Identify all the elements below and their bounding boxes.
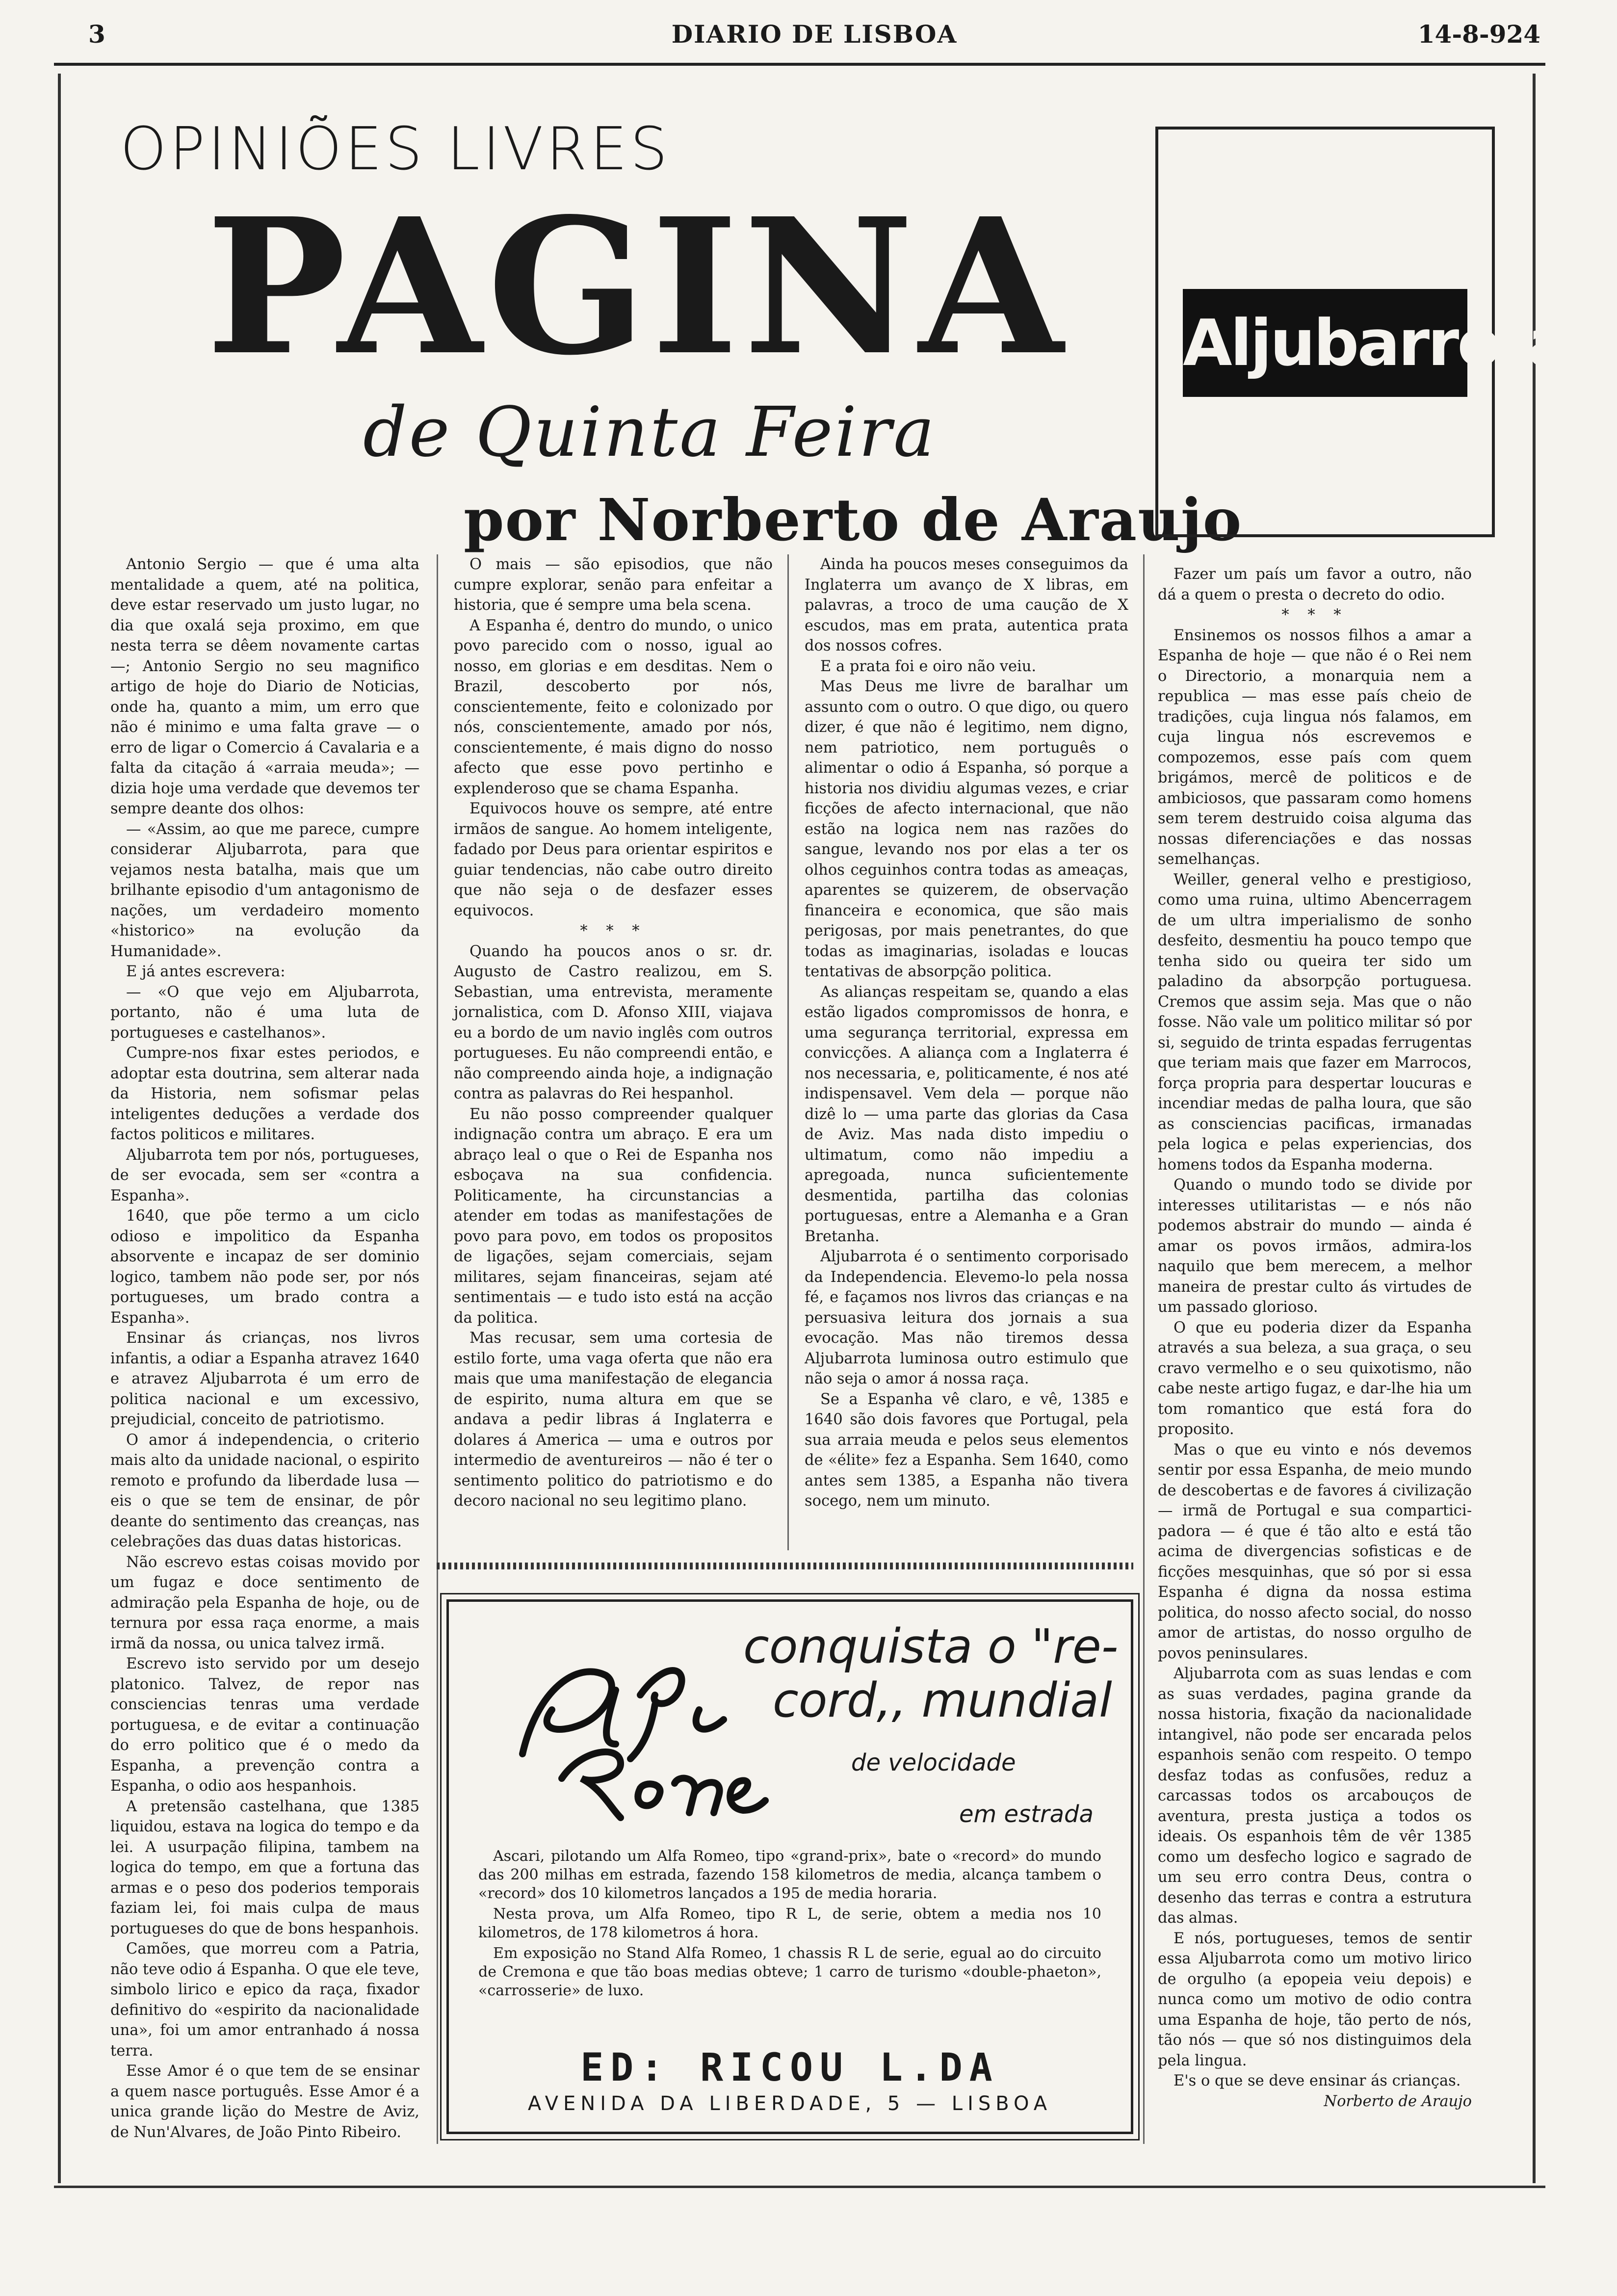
article-column-3 — [805, 554, 1128, 1512]
article-paragraph: Ainda ha poucos meses conseguimos da Inglaterra um avanço de X libras, em palavras, a troco de uma caução de X escudos, mas em prata, autentica prata dos nossos cofres. — [805, 556, 1128, 654]
article-paragraph: Não escrevo estas coisas movido por um fugaz e doce sentimento de admiração pela Espanha de hoje, ou de ternura por essa raça enorme, a mais irmã da nossa, ou unica talvez irmã. — [110, 1553, 419, 1652]
article-paragraph: O amor á independencia, o criterio mais alto da unidade nacional, o espirito remoto e profundo da liberdade lusa — eis o que se tem de ensinar, de pôr deante do sentimento das creanças, nas celebrações das duas datas historicas. — [110, 1431, 419, 1550]
subtitle: de Quinta Feira — [363, 392, 937, 472]
section-title: OPINIÕES LIVRES — [120, 115, 671, 183]
byline: por Norberto de Araujo — [464, 486, 1243, 554]
ad-headline-4: em estrada — [959, 1800, 1094, 1828]
alfa-romeo-advert — [446, 1599, 1133, 2134]
article-paragraph: Mas recusar, sem uma cortesia de estilo forte, uma vaga oferta que não era mais que uma manifestação de elegancia de espirito, numa altura em que se andava a pedir libras á Inglaterra e dolares á America — uma e outros por intermedio de aventureiros — não é ter o sentimento politico do patriotismo e do decoro nacional no seu legitimo plano. — [454, 1330, 773, 1510]
ad-headline-1: conquista o "re- — [743, 1619, 1119, 1674]
article-paragraph: — «O que vejo em Aljubarrota, portanto, não é uma luta de portugueses e castelhanos». — [110, 983, 419, 1042]
article-paragraph: Antonio Sergio — que é uma alta mentalidade a quem, até na politica, deve estar reservado um justo lugar, no dia que oxalá seja proximo, em que nesta terra se dêem novamente cartas —; Antonio Sergio no seu magnifico artigo de hoje do Diario de Noticias, onde ha, quanto a mim, um erro que não é minimo e uma falta grave — o erro de ligar o Comercio á Cavalaria e a falta da citação á «arraia meuda»; — dizia hoje uma verdade que devemos ter sempre deante dos olhos: — [110, 556, 419, 817]
article-paragraph: Aljubarrota tem por nós, portugueses, de ser evocada, sem ser «contra a Espanha». — [110, 1146, 419, 1204]
issue-date: 14-8-924 — [1417, 20, 1540, 49]
article-paragraph: Aljubarrota é o sentimento corporisado da Independencia. Elevemo-lo pela nossa fé, e façamos nos livros das crianças e na persuasiva leitura dos jornais a sua evocação. Mas não tiremos dessa Aljubarrota luminosa outro estimulo que não seja o amor á nossa raça. — [805, 1248, 1128, 1387]
ad-paragraph: Ascari, pilotando um Alfa Romeo, tipo «grand-prix», bate o «record» do mundo das 200 milhas em estrada, fazendo 158 kilometros de media, alcança tambem o «record» dos 10 kilometros lançados a 195 de media horaria. — [478, 1848, 1101, 1902]
article-paragraph: O que eu poderia dizer da Espanha através a sua beleza, a sua graça, o seu cravo vermelho e o seu quixotismo, não cabe neste artigo fugaz, e dar-lhe hia um tom romantico que está fora do proposito. — [1158, 1319, 1472, 1438]
article-paragraph: Norberto de Araujo — [1324, 2092, 1472, 2110]
column-divider — [1143, 554, 1145, 2144]
article-paragraph: O mais — são episodios, que não cumpre explorar, senão para enfeitar a historia, que é sempre uma bela scena. — [454, 556, 773, 614]
article-paragraph: Se a Espanha vê claro, e vê, 1385 e 1640 são dois favores que Portugal, pela sua arraia meuda e pelos seus elementos de «élite» fez a Espanha. Sem 1640, como antes sem 1385, a Espanha não tivera socego, nem um minuto. — [805, 1390, 1128, 1510]
article-column-4 — [1158, 564, 1472, 2112]
article-paragraph: Camões, que morreu com a Patria, não teve odio á Espanha. O que ele teve, simbolo lirico e epico da raça, fixador definitivo do «espirito da nacionalidade una», foi um amor entranhado á nossa terra. — [110, 1940, 419, 2060]
article-paragraph: Weiller, general velho e prestigioso, como uma ruina, ultimo Abencerragem de um ultra imperialismo de sonho desfeito, desmentiu ha pouco tempo que tenha sido ou queira ter sido um paladino da absorpção portuguesa. Cremos que assim seja. Mas que o não fosse. Não vale um politico militar só por si, seguido de trinta espadas ferrugentas que teriam mais que fazer em Marrocos, força propria para despertar loucuras e incendiar medas de palha loura, que são as consciencias pacificas, irmanadas pela logica e pelas experiencias, dos homens todos da Espanha moderna. — [1158, 871, 1472, 1174]
top-rule — [54, 63, 1545, 66]
masthead — [88, 15, 1540, 54]
article-paragraph: E nós, portugueses, temos de sentir essa Aljubarrota como um motivo lirico de orgulho (a epopeia veiu depois) e nunca como um motivo de odio contra uma Espanha de hoje, tão perto de nós, tão nós — que só nos distinguimos dela pela lingua. — [1158, 1930, 1472, 2069]
ad-dealer: ED: RICOU L.DA — [580, 2046, 999, 2090]
ad-headline-3: de velocidade — [851, 1749, 1016, 1776]
headline: PAGINA — [206, 177, 1069, 396]
article-column-2 — [454, 554, 773, 1512]
article-column-1 — [110, 554, 419, 2142]
ad-paragraph: Nesta prova, um Alfa Romeo, tipo R L, de serie, obtem a media nos 10 kilometros, de 178 kilometros á hora. — [478, 1905, 1101, 1941]
article-paragraph: Aljubarrota com as suas lendas e com as suas verdades, pagina grande da nossa historia, fixação da nacionalidade intangivel, não pode ser encarada pelos espanhois senão com respeito. O tempo desfaz todas as confusões, reduz a carcassas todos os arcabouços de aventura, presta justiça a todos os ideais. Os espanhois têm de vêr 1385 como um desfecho logico e sagrado de um seu erro contra Deus, contra o desenho das terras e contra a estrutura das almas. — [1158, 1665, 1472, 1927]
page-number: 3 — [88, 20, 105, 49]
article-paragraph: Ensinar ás crianças, nos livros infantis, a odiar a Espanha atravez 1640 e atravez Aljubarrota é um erro de politica nacional e um excessivo, prejudicial, conceito de patriotismo. — [110, 1330, 419, 1428]
article-paragraph: * * * — [1281, 606, 1348, 624]
ad-headline-2: cord,, mundial — [773, 1673, 1112, 1728]
ad-address: AVENIDA DA LIBERDADE, 5 — LISBOA — [527, 2092, 1052, 2115]
article-paragraph: E a prata foi e oiro não veiu. — [820, 657, 1037, 675]
article-paragraph: * * * — [580, 922, 647, 939]
newspaper-title: DIARIO DE LISBOA — [671, 20, 958, 49]
aljubarrota-box — [1155, 127, 1569, 537]
advert-separator — [437, 1563, 1133, 1569]
article-paragraph: Fazer um país um favor a outro, não dá a quem o presta o decreto do odio. — [1158, 566, 1472, 603]
article-paragraph: Eu não posso compreender qualquer indignação contra um abraço. E era um abraço leal o que o Rei de Espanha nos esboçava na sua confidencia. Politicamente, ha circunstancias a atender em todas as manifestações de povo para povo, em todos os propositos de ligações, sejam comerciais, sejam militares, sejam financeiras, sejam até sentimentais — e tudo isto está na acção da politica. — [454, 1105, 773, 1327]
article-paragraph: A Espanha é, dentro do mundo, o unico povo parecido com o nosso, igual ao nosso, em glorias e em desditas. Nem o Brazil, descoberto por nós, conscientemente, feito e colonizado por nós, conscientemente, amado por nós, conscientemente, é mais digno do nosso afecto que esse povo pertinho e explenderoso que se chama Espanha. — [454, 617, 773, 797]
article-paragraph: Esse Amor é o que tem de se ensinar a quem nasce português. Esse Amor é a unica grande lição do Mestre de Aviz, de Nun'Alvares, de João Pinto Ribeiro. — [110, 2062, 419, 2141]
column-divider — [437, 554, 438, 2144]
ad-paragraph: Em exposição no Stand Alfa Romeo, 1 chassis R L de serie, egual ao do circuito de Cremona e que tão boas medias obteve; 1 carro de turismo «double-phaeton», «carrosserie» de luxo. — [478, 1945, 1101, 1999]
article-paragraph: Quando ha poucos anos o sr. dr. Augusto de Castro realizou, em S. Sebastian, uma entrevista, meramente jornalistica, com D. Afonso XIII, viajava eu a bordo de um navio inglês com outros portugueses. Eu não compreendi então, e não compreendo ainda hoje, a indignação contra as palavras do Rei hespanhol. — [454, 942, 773, 1102]
article-paragraph: E já antes escrevera: — [126, 963, 286, 980]
article-paragraph: A pretensão castelhana, que 1385 liquidou, estava na logica do tempo e da lei. A usurpação filipina, tambem na logica do tempo, em que a fortuna das armas e o peso dos poderios temporais faziam lei, foi mais culpa de maus portugueses do que de bons hespanhois. — [110, 1798, 419, 1937]
article-paragraph: Equivocos houve os sempre, até entre irmãos de sangue. Ao homem inteligente, fadado por Deus para orientar espiritos e guiar tendencias, não cabe outro direito que não seja o de desfazer esses equivocos. — [454, 800, 773, 919]
article-paragraph: Cumpre-nos fixar estes periodos, e adoptar esta doutrina, sem alterar nada da Historia, nem sofismar pelas inteligentes deduções a verdade dos factos politicos e militares. — [110, 1044, 419, 1143]
article-paragraph: As alianças respeitam se, quando a elas estão ligados compromissos de honra, e uma segurança territorial, expressa em convicções. A aliança com a Inglaterra é nos necessaria, e, politicamente, é nos até indispensavel. Vem dela — porque não dizê lo — uma parte das glorias da Casa de Aviz. Mas nada disto impediu o ultimatum, como não impediu a apregoada, nunca suficientemente desmentida, partilha das colonias portuguesas, entre a Alemanha e a Gran Bretanha. — [805, 983, 1128, 1245]
article-paragraph: Mas Deus me livre de baralhar um assunto com o outro. O que digo, ou quero dizer, é que não é legitimo, nem digno, nem patriotico, nem português o alimentar o odio á Espanha, só porque a historia nos dividiu algumas vezes, e criar ficções de afecto internacional, que não estão na logica nem nas razões do sangue, levando nos por elas a ter os olhos ceguinhos contra todas as ameaças, aparentes se quizerem, de observação financeira e economica, que são mais perigosas, por mais penetrantes, do que todas as imaginarias, isoladas e loucas tentativas de absorpção politica. — [805, 678, 1128, 980]
ad-body — [478, 1847, 1101, 2002]
bottom-rule — [54, 2186, 1545, 2188]
article-paragraph: Mas o que eu vinto e nós devemos sentir por essa Espanha, de meio mundo de descobertas e de favores á civilização — irmã de Portugal e sua comparticipadora — é que é tão alto e está tão acima de divergencias sofisticas e de ficções mesquinhas, que só por si essa Espanha é digna da nossa estima politica, do nosso afecto social, do nosso amor de artistas, do nosso orgulho de povos peninsulares. — [1158, 1441, 1472, 1662]
article-paragraph: E's o que se deve ensinar ás crianças. — [1174, 2072, 1461, 2089]
article-paragraph: Ensinemos os nossos filhos a amar a Espanha de hoje — que não é o Rei nem o Directorio, a monarquia nem a republica — mas esse país cheio de tradições, cuja lingua nós falamos, em cuja lingua nós escrevemos e compozemos, esse país com quem brigámos, mercê de politicos e de ambiciosos, que passaram como homens sem terem destruido coisa alguma das nossas diferenciações e das nossas semelhanças. — [1158, 626, 1472, 868]
article-paragraph: Escrevo isto servido por um desejo platonico. Talvez, de repor nas consciencias tenras uma verdade portuguesa, e de evitar a continuação do erro politico que é o medo da Espanha, a prevenção contra a Espanha, o odio aos hespanhois. — [110, 1655, 419, 1795]
article-paragraph: Quando o mundo todo se divide por interesses utilitaristas — e nós não podemos abstrair do mundo — ainda é amar os povos irmãos, admira-los naquilo que bem merecem, a melhor maneira de prestar culto ás virtudes de um passado glorioso. — [1158, 1176, 1472, 1316]
aljubarrota-title: Aljubarrota — [1183, 289, 1467, 397]
article-paragraph: 1640, que põe termo a um ciclo odioso e impolitico da Espanha absorvente e incapaz de ser dominio logico, tambem não pode ser, por nós portugueses, um brado contra a Espanha». — [110, 1207, 419, 1327]
article-paragraph: — «Assim, ao que me parece, cumpre considerar Aljubarrota, para que vejamos nesta batalha, mais que um brilhante episodio d'um antagonismo de nações, um verdadeiro momento «historico» na evolução da Humanidade». — [110, 820, 419, 960]
column-divider — [787, 554, 789, 1550]
